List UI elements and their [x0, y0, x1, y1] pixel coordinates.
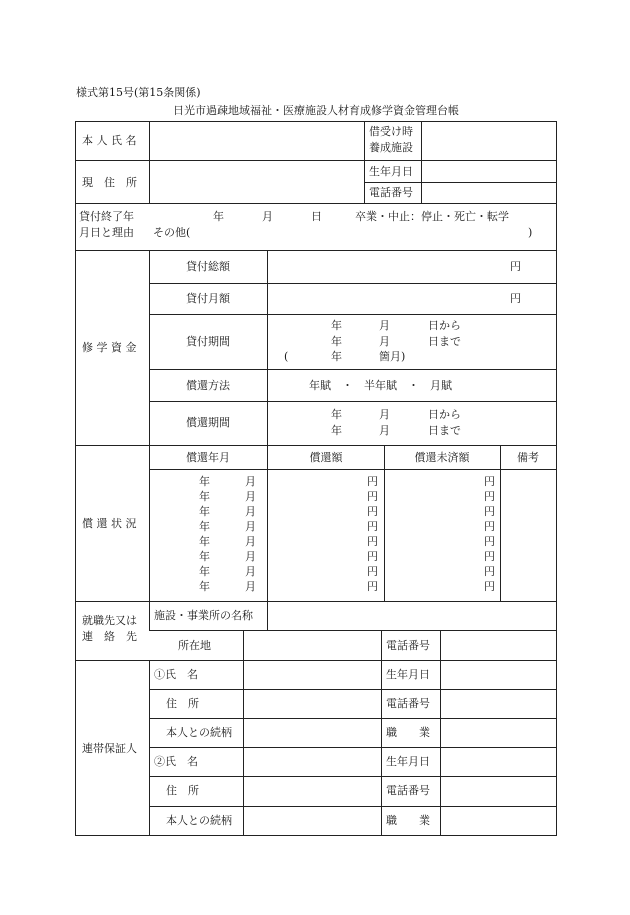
repay-period-month-2: 月	[379, 424, 390, 437]
col-remarks: 備考	[517, 451, 539, 464]
guarantor1-name-label: ①氏 名	[154, 668, 198, 681]
scholarship-section-label: 修 学 資 金	[82, 341, 137, 354]
col-repay-date: 償還年月	[186, 451, 230, 464]
repayment-section-label: 償 還 状 況	[82, 517, 137, 530]
repay-row-year-unit: 年	[199, 475, 210, 488]
guarantor2-phone-label: 電話番号	[386, 784, 430, 797]
repay-period-year-1: 年	[331, 408, 342, 421]
loan-end-label-line1: 貸付終了年	[79, 210, 134, 223]
repay-row-month-unit: 月	[245, 475, 256, 488]
repay-row-amount-yen: 円	[367, 475, 378, 488]
col-repay-amount: 償還額	[309, 451, 343, 464]
repay-row-month-unit: 月	[245, 505, 256, 518]
employment-label-line2: 連 絡 先	[82, 630, 137, 643]
repay-row-month-unit: 月	[245, 535, 256, 548]
facility-label-line1: 借受け時	[369, 125, 413, 138]
repay-row-amount-yen: 円	[367, 565, 378, 578]
address-label: 現 住 所	[82, 176, 137, 189]
guarantor2-birthdate-label: 生年月日	[386, 755, 430, 768]
guarantor1-phone-label: 電話番号	[386, 697, 430, 710]
repay-row-unpaid-yen: 円	[484, 580, 495, 593]
guarantor1-address-label: 住 所	[166, 697, 199, 710]
employment-label-line1: 就職先又は	[82, 614, 137, 627]
guarantor2-name-label: ②氏 名	[154, 755, 198, 768]
repay-row-month-unit: 月	[245, 550, 256, 563]
repay-row-unpaid-yen: 円	[484, 505, 495, 518]
birthdate-label: 生年月日	[369, 165, 413, 178]
repay-row-year-unit: 年	[199, 580, 210, 593]
repay-row-year-unit: 年	[199, 535, 210, 548]
form-title: 日光市過疎地域福祉・医療施設人材育成修学資金管理台帳	[173, 104, 459, 117]
repay-row-unpaid-yen: 円	[484, 520, 495, 533]
repay-row-month-unit: 月	[245, 490, 256, 503]
repayment-method-options: 年賦 ・ 半年賦 ・ 月賦	[309, 379, 452, 392]
loan-end-other-open: その他(	[153, 226, 191, 239]
repay-row-unpaid-yen: 円	[484, 550, 495, 563]
guarantor1-birthdate-label: 生年月日	[386, 668, 430, 681]
loan-period-months-close: 箇月)	[379, 350, 406, 363]
name-label: 本 人 氏 名	[82, 134, 137, 147]
repay-row-unpaid-yen: 円	[484, 490, 495, 503]
loan-end-year-unit: 年	[213, 210, 224, 223]
location-label: 所在地	[178, 639, 211, 652]
repay-row-amount-yen: 円	[367, 550, 378, 563]
loan-period-from: 日から	[428, 319, 461, 332]
repay-row-year-unit: 年	[199, 565, 210, 578]
guarantor2-address-label: 住 所	[166, 784, 199, 797]
loan-period-months-year: 年	[331, 350, 342, 363]
loan-monthly-label: 貸付月額	[186, 292, 230, 305]
repay-period-year-2: 年	[331, 424, 342, 437]
repay-row-year-unit: 年	[199, 520, 210, 533]
loan-period-month-1: 月	[379, 319, 390, 332]
facility-name-label: 施設・事業所の名称	[154, 609, 253, 622]
repay-row-unpaid-yen: 円	[484, 535, 495, 548]
repay-period-month-1: 月	[379, 408, 390, 421]
loan-period-year-2: 年	[331, 335, 342, 348]
loan-period-year-1: 年	[331, 319, 342, 332]
loan-monthly-unit: 円	[510, 292, 521, 305]
repayment-period-label: 償還期間	[186, 416, 230, 429]
loan-period-label: 貸付期間	[186, 335, 230, 348]
form-number: 様式第15号(第15条関係)	[76, 86, 201, 99]
guarantor2-occupation-label: 職 業	[386, 814, 430, 827]
repay-row-unpaid-yen: 円	[484, 565, 495, 578]
loan-total-unit: 円	[510, 260, 521, 273]
loan-end-month-unit: 月	[262, 210, 273, 223]
loan-period-months-open: (	[284, 350, 289, 363]
repay-period-until: 日まで	[428, 424, 461, 437]
col-unpaid-amount: 償還未済額	[414, 451, 470, 464]
loan-end-other-close: )	[528, 226, 533, 239]
guarantor1-relation-label: 本人との続柄	[166, 726, 232, 739]
repay-row-amount-yen: 円	[367, 520, 378, 533]
loan-end-reasons: 卒業・中止：停止・死亡・転学	[355, 210, 509, 223]
repay-row-year-unit: 年	[199, 505, 210, 518]
repay-row-unpaid-yen: 円	[484, 475, 495, 488]
repay-row-year-unit: 年	[199, 550, 210, 563]
loan-period-month-2: 月	[379, 335, 390, 348]
repay-row-amount-yen: 円	[367, 535, 378, 548]
loan-period-until: 日まで	[428, 335, 461, 348]
repayment-method-label: 償還方法	[186, 379, 230, 392]
employment-phone-label: 電話番号	[386, 639, 430, 652]
loan-total-label: 貸付総額	[186, 260, 230, 273]
guarantor-section-label: 連帯保証人	[82, 742, 137, 755]
loan-end-label-line2: 月日と理由	[79, 226, 134, 239]
repay-row-amount-yen: 円	[367, 490, 378, 503]
guarantor2-relation-label: 本人との続柄	[166, 814, 232, 827]
repay-row-month-unit: 月	[245, 565, 256, 578]
repay-row-month-unit: 月	[245, 520, 256, 533]
repay-row-amount-yen: 円	[367, 580, 378, 593]
loan-end-day-unit: 日	[311, 210, 322, 223]
phone-label: 電話番号	[369, 186, 413, 199]
facility-label-line2: 養成施設	[369, 141, 413, 154]
repay-row-amount-yen: 円	[367, 505, 378, 518]
repay-period-from: 日から	[428, 408, 461, 421]
repay-row-year-unit: 年	[199, 490, 210, 503]
repay-row-month-unit: 月	[245, 580, 256, 593]
guarantor1-occupation-label: 職 業	[386, 726, 430, 739]
